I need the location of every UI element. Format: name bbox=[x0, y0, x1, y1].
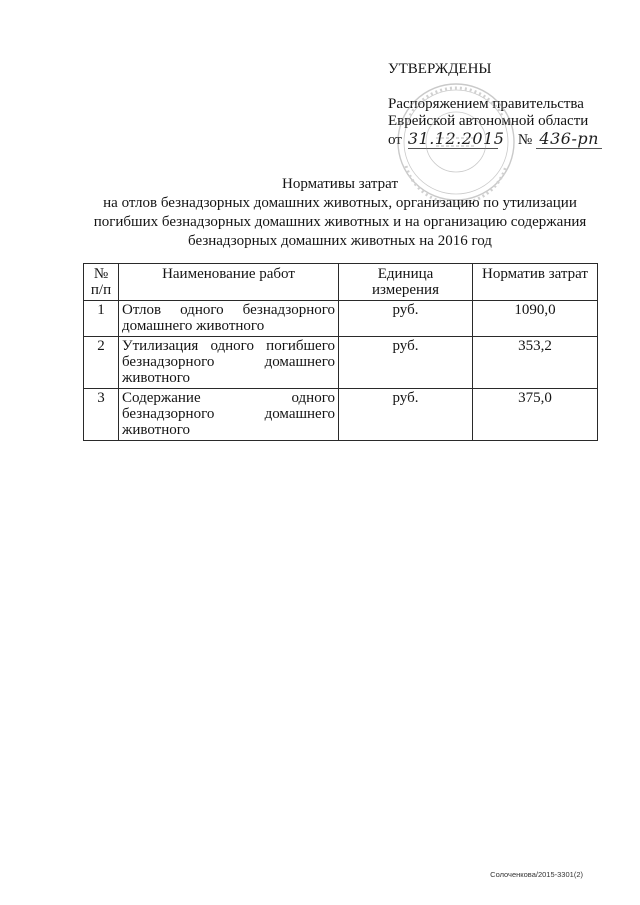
row-unit: руб. bbox=[339, 301, 473, 337]
row-unit: руб. bbox=[339, 389, 473, 441]
approval-issuer-line2: Еврейской автономной области bbox=[388, 113, 589, 129]
header-unit bbox=[339, 264, 473, 301]
row-norm: 353,2 bbox=[473, 337, 598, 389]
row-norm: 375,0 bbox=[473, 389, 598, 441]
document-heading bbox=[83, 175, 597, 251]
handwritten-date: 31.12.2015 bbox=[407, 129, 505, 148]
table-row bbox=[84, 389, 598, 441]
norms-table bbox=[83, 263, 598, 441]
date-prefix: от bbox=[388, 132, 402, 148]
row-number: 2 bbox=[84, 337, 119, 389]
heading-subtitle-line: погибших безнадзорных домашних животных и на организацию содержания bbox=[93, 214, 587, 230]
number-prefix: № bbox=[517, 132, 533, 148]
heading-title: Нормативы затрат bbox=[281, 176, 398, 192]
table-header-row bbox=[84, 264, 598, 301]
approval-title: УТВЕРЖДЕНЫ bbox=[388, 61, 492, 77]
row-number: 3 bbox=[84, 389, 119, 441]
row-number: 1 bbox=[84, 301, 119, 337]
handwritten-number: 436-рп bbox=[536, 130, 602, 149]
row-unit: руб. bbox=[339, 337, 473, 389]
header-norm: Норматив затрат bbox=[473, 264, 598, 301]
approval-issuer-line1: Распоряжением правительства bbox=[388, 96, 584, 112]
header-unit-label: Единица измерения bbox=[371, 266, 439, 298]
footer-reference-code: Солоченкова/2015-3301(2) bbox=[490, 870, 583, 879]
row-norm: 1090,0 bbox=[473, 301, 598, 337]
table-row bbox=[84, 337, 598, 389]
row-work-name: Отлов одного безнадзорного домашнего животного bbox=[119, 301, 339, 337]
row-work-name: Утилизация одного погибшего безнадзорного домашнего животного bbox=[119, 337, 339, 389]
header-number bbox=[84, 264, 119, 301]
heading-subtitle-line: на отлов безнадзорных домашних животных, организацию по утилизации bbox=[103, 195, 577, 211]
heading-subtitle-line: безнадзорных домашних животных на 2016 год bbox=[188, 233, 492, 249]
table-row bbox=[84, 301, 598, 337]
header-number-label: № п/п bbox=[90, 266, 112, 298]
row-work-name: Содержание одного безнадзорного домашнего животного bbox=[119, 389, 339, 441]
header-work-name: Наименование работ bbox=[119, 264, 339, 301]
